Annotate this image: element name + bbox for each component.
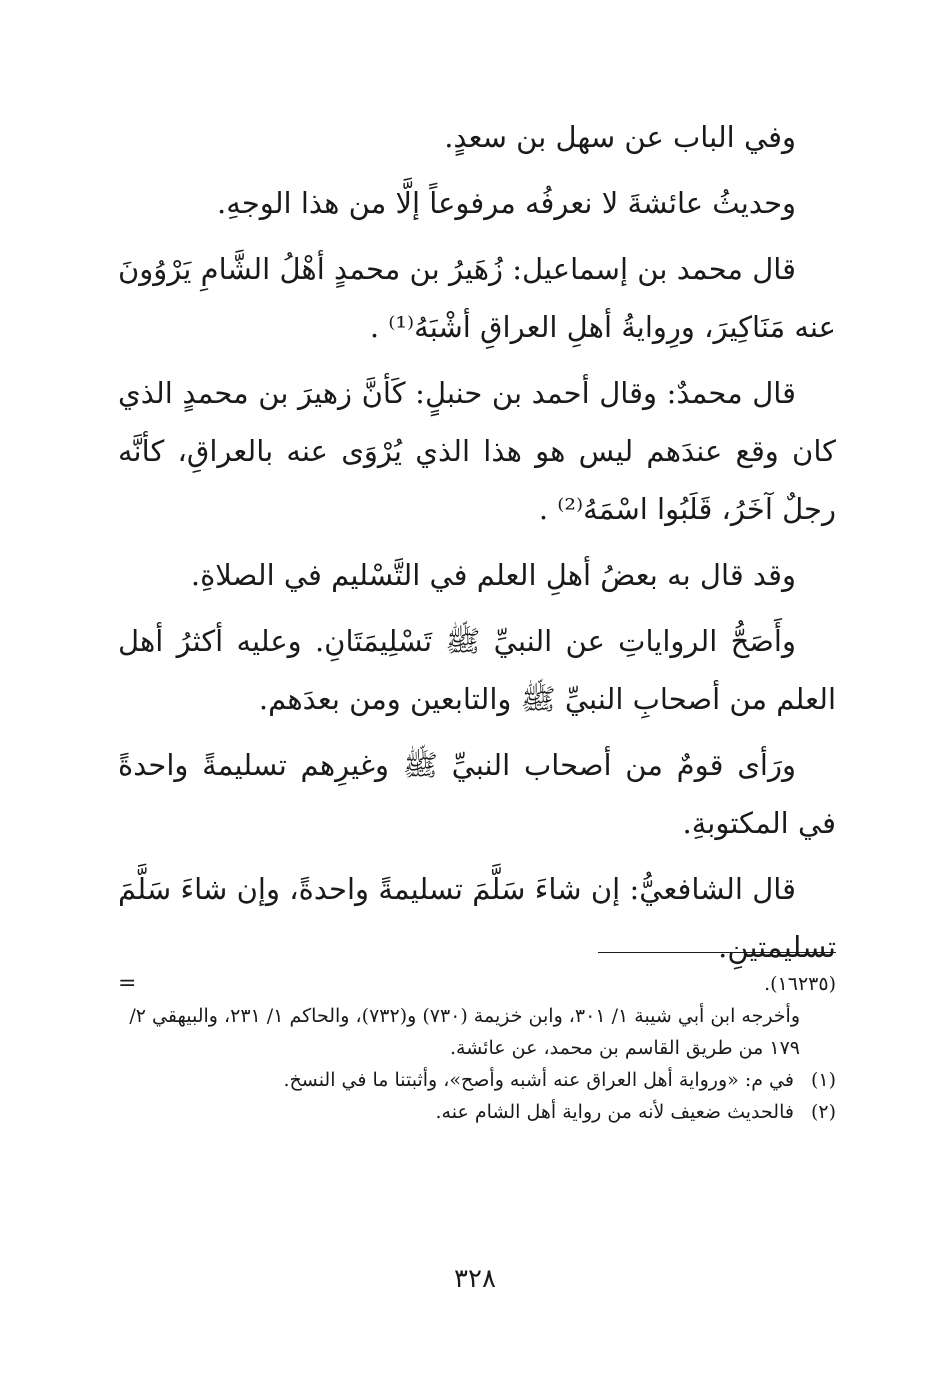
paragraph-2: وحديثُ عائشةَ لا نعرفُه مرفوعاً إلَّا من هذا الوجهِ.	[217, 186, 796, 220]
footnote-1-text: في م: «ورواية أهل العراق عنه أشبه وأصح»، وأثبتنا ما في النسخ.	[283, 1069, 794, 1091]
paragraph-1: وفي الباب عن سهل بن سعدٍ.	[444, 120, 796, 154]
footnote-1-number: (١)	[810, 1069, 836, 1091]
footnote-continuation-line: وأخرجه ابن أبي شيبة ١/ ٣٠١، وابن خزيمة (٧٣٠) و(٧٣٢)، والحاكم ١/ ٢٣١، والبيهقي ٢/ ١٧٩ من طريق القاسم بن محمد، عن عائشة.	[129, 1005, 800, 1059]
main-text	[118, 108, 836, 984]
paragraph-5: وقد قال به بعضُ أهلِ العلم في التَّسْليم في الصلاةِ.	[190, 558, 796, 592]
footnote-2-text: فالحديث ضعيف لأنه من رواية أهل الشام عنه.	[435, 1101, 794, 1123]
paragraph-4: قال محمدٌ: وقال أحمد بن حنبلٍ: كَأنَّ زهيرَ بن محمدٍ الذي كان وقع عندَهم ليس هو هذا الذي يُرْوَى عنه بالعراقِ، كأنَّه رجلٌ آخَرُ، قَلَبُوا اسْمَهُ⁽²⁾ .	[118, 376, 836, 526]
paragraph-6: وأَصَحُّ الرواياتِ عن النبيِّ ﷺ تَسْلِيمَتَانِ. وعليه أكثرُ أهل العلم من أصحابِ النبيِّ ﷺ والتابعين ومن بعدَهم.	[118, 624, 836, 716]
footnote-continuation	[118, 968, 836, 1000]
footnote-2	[118, 1096, 836, 1128]
continuation-text: (١٦٢٣٥).	[764, 973, 836, 995]
page-number: ٣٢٨	[454, 1264, 496, 1294]
continuation-mark: =	[118, 971, 137, 996]
paragraph-8: قال الشافعيُّ: إن شاءَ سَلَّمَ تسليمةً واحدةً، وإن شاءَ سَلَّمَ تسليمتينِ.	[118, 872, 836, 964]
paragraph-3: قال محمد بن إسماعيل: زُهَيرُ بن محمدٍ أهْلُ الشَّامِ يَرْوُونَ عنه مَنَاكِيرَ، ورِوايةُ أهلِ العراقِ أشْبَهُ⁽¹⁾ .	[118, 252, 836, 344]
paragraph-7: ورَأى قومٌ من أصحاب النبيِّ ﷺ وغيرِهم تسليمةً واحدةً في المكتوبةِ.	[118, 748, 836, 840]
footnote-1	[118, 1064, 836, 1096]
footnotes	[118, 968, 836, 1128]
footnote-separator	[598, 952, 836, 953]
footnote-2-number: (٢)	[810, 1101, 836, 1123]
